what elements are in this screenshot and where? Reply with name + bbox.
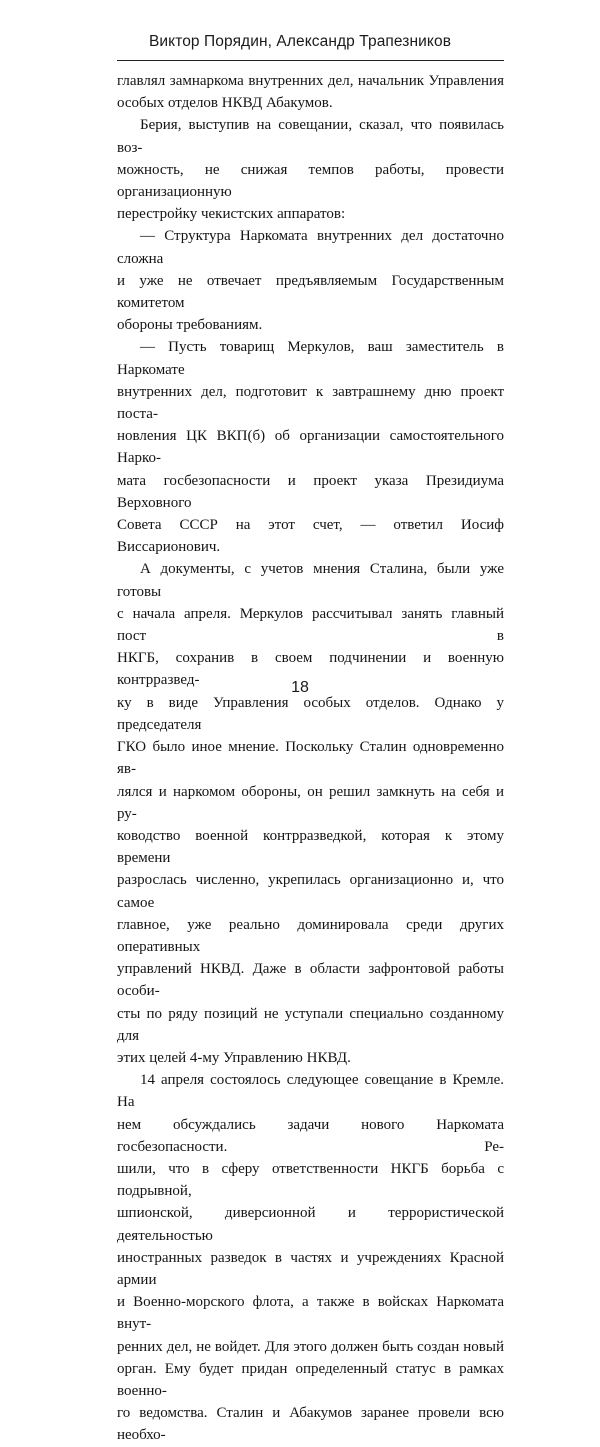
text-line: обороны требованиям. — [117, 317, 263, 334]
text-line: ренних дел, не войдет. Для этого должен быть создан новый — [117, 1338, 504, 1355]
text-line: — Пусть товарищ Меркулов, ваш заместитель в Наркомате — [117, 339, 504, 378]
text-line: НКГБ, сохранив в своем подчинении и военную контрразвед- — [117, 650, 504, 689]
text-line: мата госбезопасности и проект указа Президиума Верховного — [117, 472, 504, 511]
text-line: перестройку чекистских аппаратов: — [117, 206, 346, 223]
text-line: орган. Ему будет придан определенный статус в рамках военно- — [117, 1360, 504, 1399]
text-line: управлений НКВД. Даже в области зафронтовой работы особи- — [117, 961, 504, 1000]
text-line: сты по ряду позиций не уступали специально созданному для — [117, 1005, 504, 1044]
text-line: главлял замнаркома внутренних дел, начальник Управления — [117, 73, 504, 89]
text-line: шили, что в сферу ответственности НКГБ борьба с подрывной, — [117, 1160, 504, 1200]
text-line: главное, уже реально доминировала среди других оперативных — [117, 916, 504, 955]
text-line: лялся и наркомом обороны, он решил замкнуть на себя и ру- — [117, 783, 504, 822]
text-line: этих целей 4-му Управлению НКВД. — [117, 1049, 351, 1066]
text-line: ку в виде Управления особых отделов. Однако у председателя — [117, 694, 504, 733]
text-line: внутренних дел, подготовит к завтрашнему дню проект поста- — [117, 383, 504, 423]
text-line: Совета СССР на этот счет, — ответил Иосиф Виссарионович. — [117, 517, 504, 556]
text-line: ководство военной контрразведкой, которая к этому времени — [117, 827, 504, 867]
header-rule — [117, 60, 504, 61]
text-line: 14 апреля состоялось следующее совещание в Кремле. На — [117, 1072, 504, 1111]
text-line: разрослась численно, укрепилась организационно и, что самое — [117, 872, 504, 911]
text-line: можность, не снижая темпов работы, провести организационную — [117, 161, 504, 201]
text-line: ГКО было иное мнение. Поскольку Сталин одновременно яв- — [117, 739, 504, 778]
text-line: и Военно-морского флота, а также в войсках Наркомата внут- — [117, 1294, 504, 1333]
text-line: новления ЦК ВКП(б) об организации самостоятельного Нарко- — [117, 428, 504, 467]
text-line: А документы, с учетов мнения Сталина, были уже готовы — [117, 561, 504, 600]
text-line: го ведомства. Сталин и Абакумов заранее провели всю необхо- — [117, 1405, 504, 1444]
text-line: Берия, выступив на совещании, сказал, что появилась воз- — [117, 117, 504, 156]
text-line: с начала апреля. Меркулов рассчитывал занять главный пост в — [117, 605, 504, 645]
text-line: — Структура Наркомата внутренних дел достаточно сложна — [117, 228, 504, 267]
text-line: нем обсуждались задачи нового Наркомата госбезопасности. Ре- — [117, 1116, 504, 1155]
text-line: особых отделов НКВД Абакумов. — [117, 95, 333, 112]
running-head: Виктор Порядин, Александр Трапезников — [148, 33, 452, 50]
page-number: 18 — [291, 679, 309, 696]
text-line: шпионской, диверсионной и террористической деятельностью — [117, 1205, 504, 1244]
body-text — [117, 70, 504, 1447]
text-line: иностранных разведок в частях и учреждениях Красной армии — [117, 1249, 504, 1288]
text-line: и уже не отвечает предъявляемым Государственным комитетом — [117, 272, 504, 312]
